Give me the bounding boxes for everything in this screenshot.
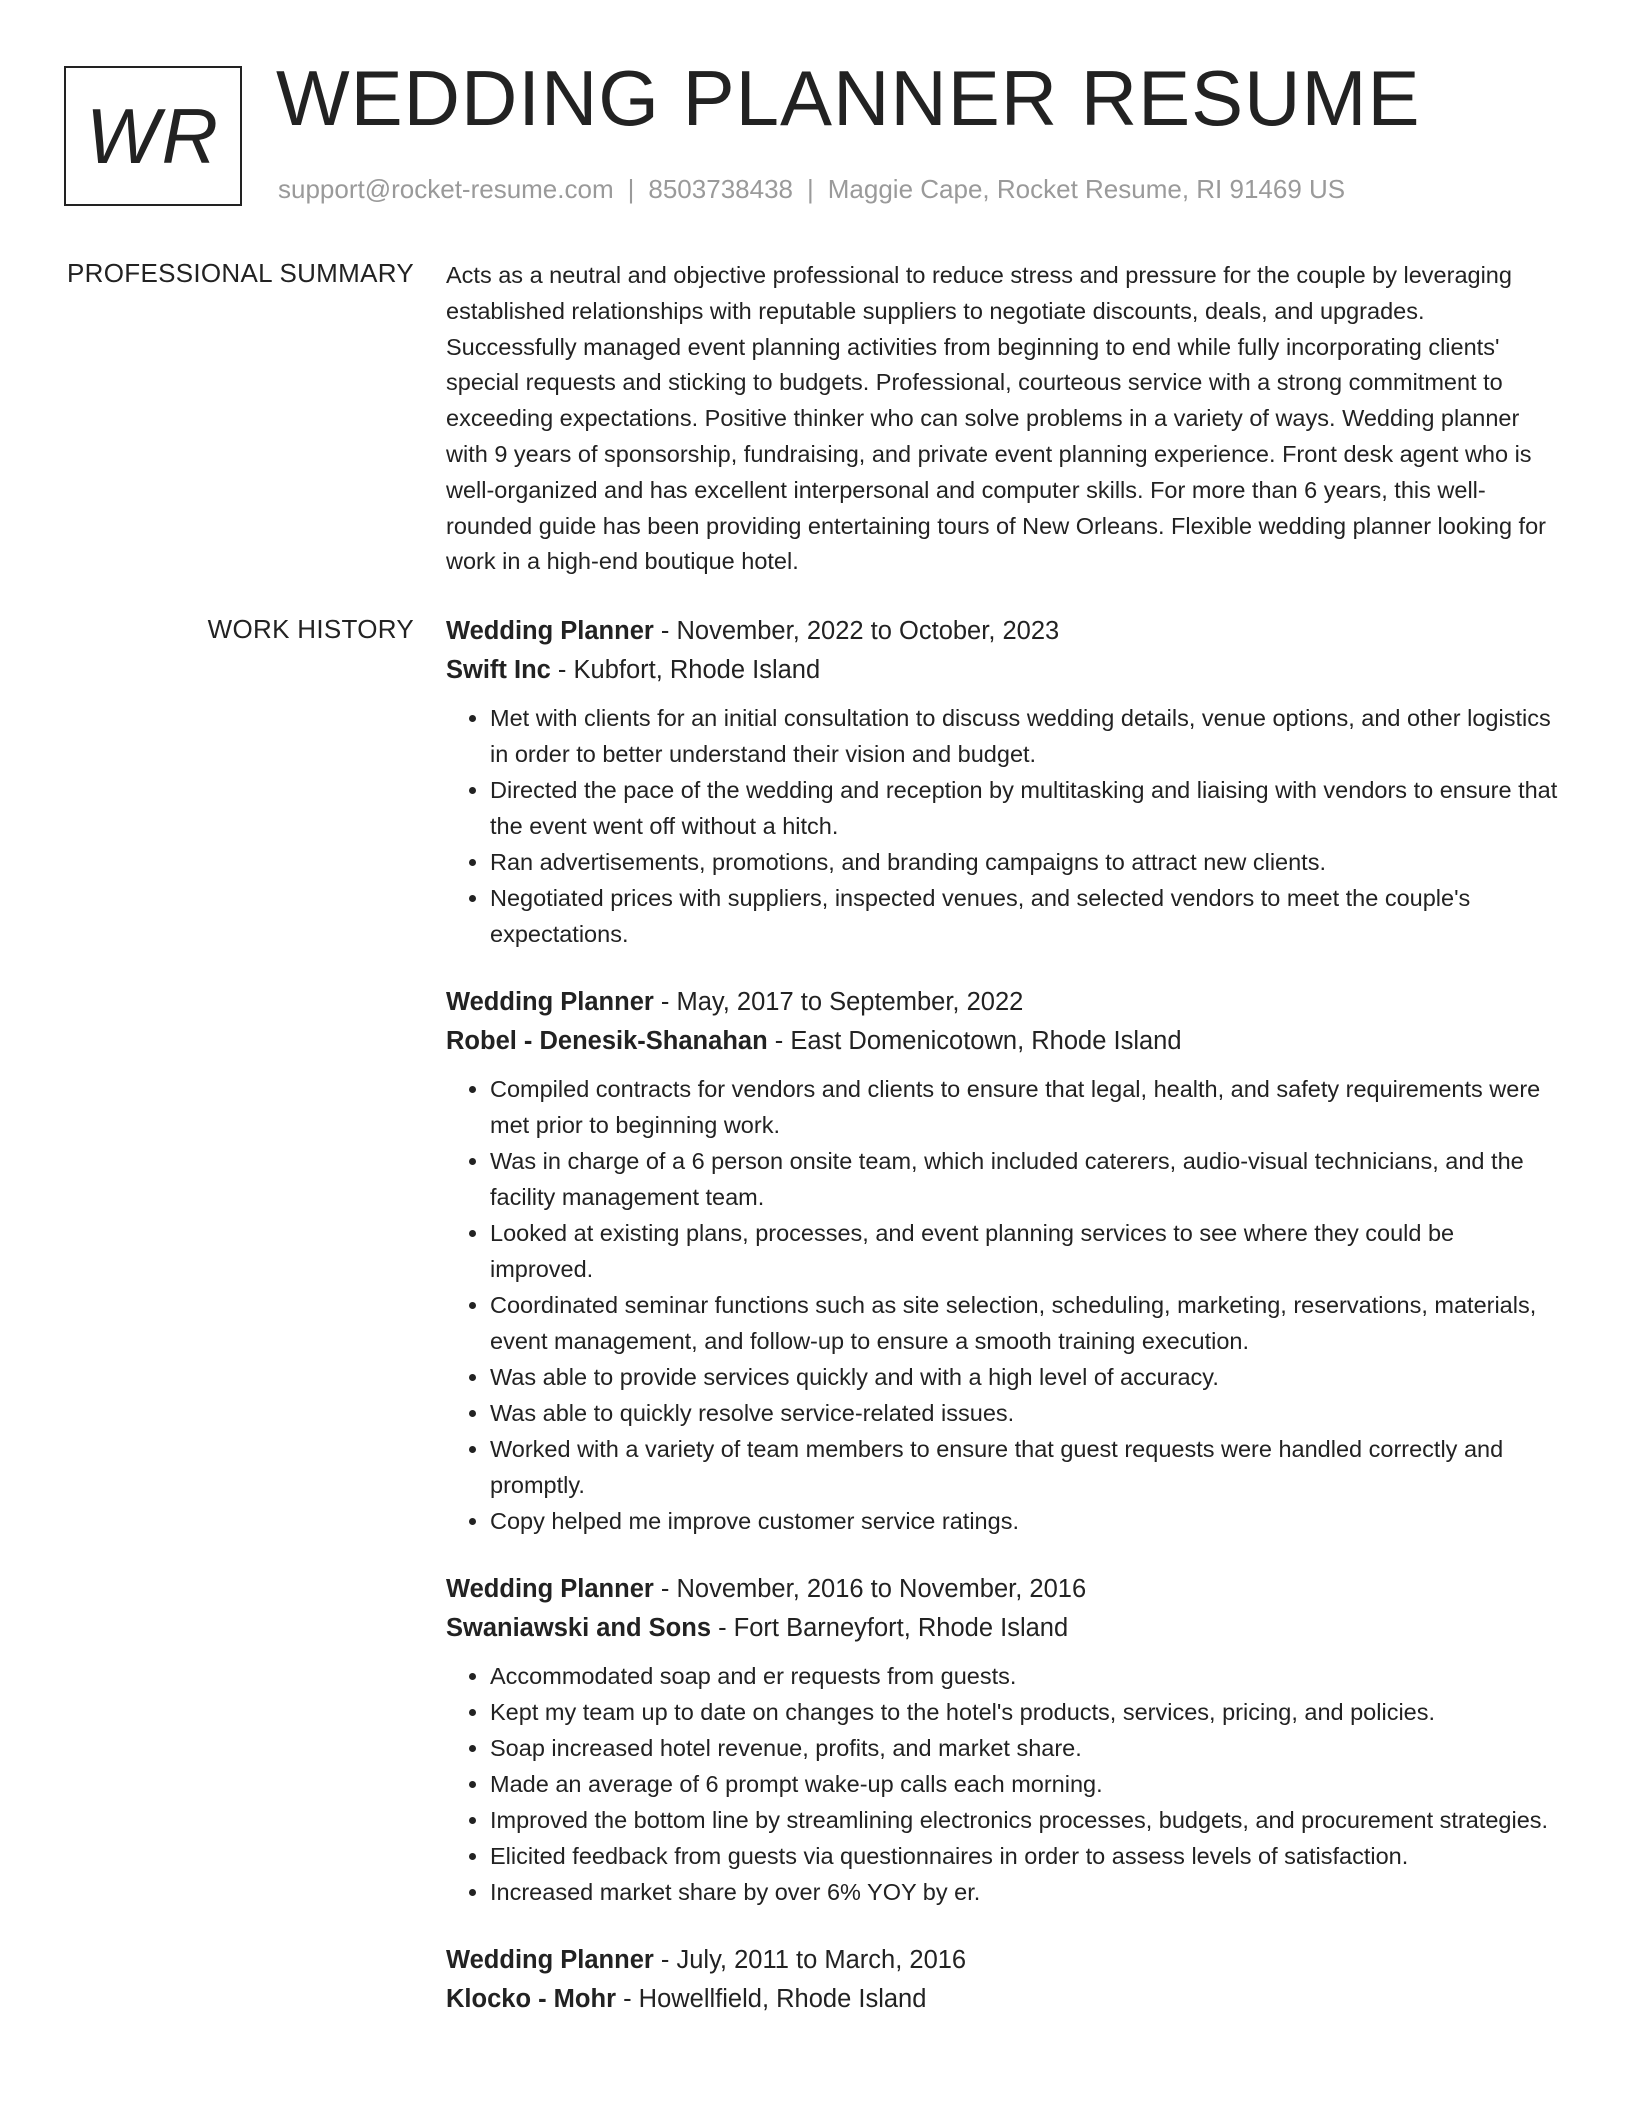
monogram-logo: WR bbox=[64, 66, 242, 206]
work-history-section bbox=[446, 612, 1561, 2050]
job-bullet: • Increased market share by over 6% YOY by er. bbox=[490, 1874, 1561, 1910]
job-bullet: • Looked at existing plans, processes, and event planning services to see where they could be improved. bbox=[490, 1215, 1561, 1287]
contact-phone: 8503738438 bbox=[648, 174, 793, 204]
job-bullet: • Improved the bottom line by streamlining electronics processes, budgets, and procurement strategies. bbox=[490, 1802, 1561, 1838]
job-title: Wedding Planner bbox=[446, 988, 654, 1016]
job-title-line bbox=[446, 1941, 1561, 1980]
job-company-line bbox=[446, 1980, 1561, 2019]
job-company: Klocko - Mohr bbox=[446, 1985, 616, 2013]
job-bullet: • Accommodated soap and er requests from guests. bbox=[490, 1658, 1561, 1694]
job-title: Wedding Planner bbox=[446, 617, 654, 645]
job-location: - Fort Barneyfort, Rhode Island bbox=[711, 1614, 1069, 1642]
job-title-line bbox=[446, 1570, 1561, 1609]
job-bullet-list bbox=[446, 1071, 1561, 1539]
summary-text: Acts as a neutral and objective professional to reduce stress and pressure for the couple by leveraging established relationships with reputable suppliers to negotiate discounts, deals, and upgrades. Successfully managed event planning activities from beginning to end while fully incorporating clients' special requests and sticking to budgets. Professional, courteous service with a strong commitment to exceeding expectations. Positive thinker who can solve problems in a variety of ways. Wedding planner with 9 years of sponsorship, fundraising, and private event planning experience. Front desk agent who is well-organized and has excellent interpersonal and computer skills. For more than 6 years, this well-rounded guide has been providing entertaining tours of New Orleans. Flexible wedding planner looking for work in a high-end boutique hotel. bbox=[446, 262, 1546, 575]
job-entry bbox=[446, 612, 1561, 952]
summary-heading: PROFESSIONAL SUMMARY bbox=[67, 258, 414, 288]
job-location: - Howellfield, Rhode Island bbox=[616, 1985, 927, 2013]
job-entry bbox=[446, 983, 1561, 1539]
job-company-line bbox=[446, 651, 1561, 690]
contact-address: Maggie Cape, Rocket Resume, RI 91469 US bbox=[827, 174, 1346, 204]
job-company-line bbox=[446, 1609, 1561, 1648]
job-entry bbox=[446, 1941, 1561, 2019]
job-bullet: • Directed the pace of the wedding and reception by multitasking and liaising with vendors to ensure that the event went off without a hitch. bbox=[490, 772, 1561, 844]
contact-separator: | bbox=[627, 174, 635, 204]
job-bullet: • Copy helped me improve customer service ratings. bbox=[490, 1503, 1561, 1539]
job-bullet: • Was in charge of a 6 person onsite team, which included caterers, audio-visual technicians, and the facility management team. bbox=[490, 1143, 1561, 1215]
job-bullet: • Made an average of 6 prompt wake-up calls each morning. bbox=[490, 1766, 1561, 1802]
resume-title: WEDDING PLANNER RESUME bbox=[276, 54, 1421, 142]
contact-line bbox=[278, 174, 1345, 205]
job-location: - East Domenicotown, Rhode Island bbox=[767, 1027, 1182, 1055]
job-dates: - July, 2011 to March, 2016 bbox=[653, 1946, 967, 1974]
work-history-heading: WORK HISTORY bbox=[207, 614, 414, 644]
summary-section bbox=[446, 258, 1561, 580]
job-title-line bbox=[446, 983, 1561, 1022]
job-location: - Kubfort, Rhode Island bbox=[550, 656, 821, 684]
job-bullet: • Negotiated prices with suppliers, inspected venues, and selected vendors to meet the couple's expectations. bbox=[490, 880, 1561, 952]
job-dates: - November, 2016 to November, 2016 bbox=[653, 1575, 1087, 1603]
job-bullet: • Coordinated seminar functions such as site selection, scheduling, marketing, reservations, materials, event management, and follow-up to ensure a smooth training execution. bbox=[490, 1287, 1561, 1359]
job-bullet: • Worked with a variety of team members to ensure that guest requests were handled correctly and promptly. bbox=[490, 1431, 1561, 1503]
job-entry bbox=[446, 1570, 1561, 1910]
job-company: Swaniawski and Sons bbox=[446, 1614, 711, 1642]
job-company: Robel - Denesik-Shanahan bbox=[446, 1027, 768, 1055]
job-bullet: • Elicited feedback from guests via questionnaires in order to assess levels of satisfaction. bbox=[490, 1838, 1561, 1874]
job-bullet: • Soap increased hotel revenue, profits, and market share. bbox=[490, 1730, 1561, 1766]
job-bullet-list bbox=[446, 700, 1561, 952]
contact-separator: | bbox=[807, 174, 814, 204]
job-title: Wedding Planner bbox=[446, 1575, 654, 1603]
job-bullet: • Was able to quickly resolve service-related issues. bbox=[490, 1395, 1561, 1431]
job-bullet: • Met with clients for an initial consultation to discuss wedding details, venue options, and other logistics in order to better understand their vision and budget. bbox=[490, 700, 1561, 772]
job-title-line bbox=[446, 612, 1561, 651]
job-bullet: • Compiled contracts for vendors and clients to ensure that legal, health, and safety requirements were met prior to beginning work. bbox=[490, 1071, 1561, 1143]
job-dates: - November, 2022 to October, 2023 bbox=[653, 617, 1060, 645]
job-bullet: • Was able to provide services quickly and with a high level of accuracy. bbox=[490, 1359, 1561, 1395]
job-company-line bbox=[446, 1022, 1561, 1061]
job-bullet: • Ran advertisements, promotions, and branding campaigns to attract new clients. bbox=[490, 844, 1561, 880]
contact-email: support@rocket-resume.com bbox=[278, 174, 614, 204]
job-bullet-list bbox=[446, 1658, 1561, 1910]
job-title: Wedding Planner bbox=[446, 1946, 654, 1974]
job-company: Swift Inc bbox=[446, 656, 551, 684]
job-dates: - May, 2017 to September, 2022 bbox=[653, 988, 1024, 1016]
job-bullet: • Kept my team up to date on changes to the hotel's products, services, pricing, and policies. bbox=[490, 1694, 1561, 1730]
